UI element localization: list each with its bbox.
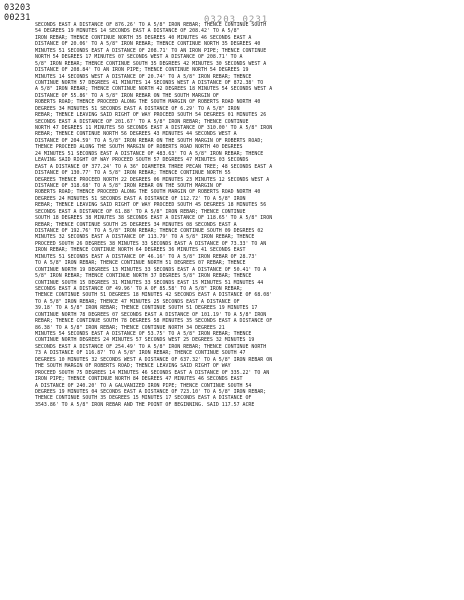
- text-line: TO A 5/8" IRON REBAR; THENCE 47 MINUTES 25 SECONDS EAST A DISTANCE OF: [35, 298, 240, 305]
- text-line: REBAR; THENCE CONTINUE NORTH 56 DEGREES 43 MINUTES 44 SECONDS WEST A: [35, 131, 237, 138]
- text-line: IRON REBAR; THENCE CONTINUE NORTH 35 DEGREES 40 MINUTES 46 SECONDS EAST A: [35, 34, 252, 41]
- text-line: THENCE CONTINUE SOUTH 35 DEGREES 15 MINUTES 17 SECONDS EAST A DISTANCE OF: [35, 395, 252, 402]
- text-line: SECONDS EAST A DISTANCE OF 61.88' TO A 5/8" IRON REBAR; THENCE CONTINUE: [35, 208, 246, 215]
- text-line: REBAR; THENCE CONTINUE SOUTH 25 DEGREES 34 MINUTES 08 SECONDS EAST A: [35, 221, 237, 228]
- text-line: CONTINUE NORTH 57 DEGREES 41 MINUTES 14 SECONDS WEST A DISTANCE OF 872.38' TO: [35, 79, 264, 86]
- text-line: CONTINUE NORTH DEGREES 24 MINUTES 57 SECONDS WEST 25 DEGREES 32 MINUTES 19: [35, 337, 255, 344]
- text-line: ROBERTS ROAD; THENCE PROCEED ALONG THE SOUTH MARGIN OF ROBERTS ROAD NORTH 40: [35, 99, 261, 106]
- text-line: PROCEED SOUTH 75 DEGREES 14 MINUTES 46 SECONDS EAST A DISTANCE OF 335.22' TO AN: [35, 369, 270, 376]
- text-line: 86.38' TO A 5/8" IRON REBAR; THENCE CONTINUE NORTH 34 DEGREES 21: [35, 324, 225, 331]
- text-line: DISTANCE OF 130.77' TO A 5/8" IRON REBAR; THENCE CONTINUE NORTH 55: [35, 170, 231, 177]
- legal-description-text: [35, 22, 455, 408]
- text-line: DEGREES THENCE PROCEED NORTH 22 DEGREES 06 MINUTES 23 MINUTES 12 SECONDS WEST A: [35, 176, 270, 183]
- page-stamp: 03203 0231: [204, 15, 269, 25]
- text-line: IRON REBAR; THENCE CONTINUE NORTH 64 DEGREES 36 MINUTES 41 SECONDS EAST: [35, 247, 246, 254]
- text-line: MINUTES 32 SECONDS EAST A DISTANCE OF 113.79' TO A 5/8" IRON REBAR; THENCE: [35, 234, 255, 241]
- text-line: 73 A DISTANCE OF 116.87' TO A 5/8" IRON REBAR; THENCE CONTINUE SOUTH 47: [35, 350, 246, 357]
- text-line: DEGREES 34 MINUTES 51 SECONDS EAST A DISTANCE OF 6.29' TO A 5/8" IRON: [35, 105, 240, 112]
- text-line: DISTANCE OF 204.59' TO A 5/8" IRON REBAR ON THE SOUTH MARGIN OF ROBERTS ROAD;: [35, 137, 264, 144]
- text-line: 54 DEGREES 19 MINUTES 14 SECONDS EAST A DISTANCE OF 208.42' TO A 5/8": [35, 28, 240, 35]
- text-line: TO A 5/8" IRON REBAR; THENCE CONTINUE NORTH 51 DEGREES 07 REBAR; THENCE: [35, 260, 246, 267]
- text-line: SECONDS EAST A DISTANCE OF 49.96' TO A OF 85.58' TO A 5/8" IRON REBAR;: [35, 285, 243, 292]
- text-line: THENCE PROCEED ALONG THE SOUTH MARGIN OF ROBERTS ROAD NORTH 40 DEGREES: [35, 144, 243, 151]
- text-line: NORTH 54 DEGREES 17 MINUTES 07 SECONDS WEST A DISTANCE OF 208.71' TO A: [35, 54, 243, 61]
- text-line: DEGREES 10 MINUTES 32 SECONDS WEST A DISTANCE OF 637.32' TO A 5/8" IRON REBAR ON: [35, 356, 273, 363]
- text-line: REBAR; THENCE LEAVING SAID RIGHT OF WAY PROCEED SOUTH 45 DEGREES 18 MINUTES 56: [35, 202, 267, 209]
- text-line: DISTANCE OF 208.84' TO AN IRON PIPE; THENCE CONTINUE NORTH 54 DEGREES 19: [35, 67, 249, 74]
- text-line: DISTANCE OF 192.76' TO A 5/8" IRON REBAR; THENCE CONTINUE SOUTH 09 DEGREES 02: [35, 228, 264, 234]
- text-line: REBAR; THENCE LEAVING SAID RIGHT OF WAY PROCEED SOUTH 54 DEGREES 01 MINUTES 26: [35, 112, 267, 119]
- text-line: A DISTANCE OF 240.20' TO A GALVANIZED IRON PIPE; THENCE CONTINUE SOUTH 54: [35, 382, 252, 389]
- text-line: ROBERTS ROAD; THENCE PROCEED ALONG THE SOUTH MARGIN OF ROBERTS ROAD NORTH 40: [35, 189, 261, 196]
- text-line: MINUTES 54 SECONDS EAST A DISTANCE OF 53.75' TO A 5/8" IRON REBAR; THENCE: [35, 331, 252, 337]
- text-line: SECONDS EAST A DISTANCE OF 254.49' TO A 5/8" IRON REBAR; THENCE CONTINUE NORTH: [35, 343, 267, 350]
- text-line: MINUTES 51 SECONDS EAST A DISTANCE OF 46.16' TO A 5/8" IRON REBAR OF 28.73': [35, 253, 258, 260]
- text-line: MINUTES 14 SECONDS WEST A DISTANCE OF 20.74' TO A 5/8" IRON REBAR; THENCE: [35, 73, 252, 80]
- document-number-top: 03203: [4, 3, 31, 13]
- text-line: A 5/8" IRON REBAR; THENCE CONTINUE NORTH 42 DEGREES 18 MINUTES 54 SECONDS WEST A: [35, 86, 273, 93]
- text-line: DISTANCE OF 55.86' TO A 5/8" IRON REBAR ON THE SOUTH MARGIN OF: [35, 92, 219, 99]
- text-line: SECONDS EAST A DISTANCE OF 201.67' TO A 5/8" IRON REBAR; THENCE CONTINUE: [35, 118, 249, 125]
- text-line: MINUTES 51 SECONDS EAST A DISTANCE OF 208.71' TO AN IRON PIPE; THENCE CONTINUE: [35, 47, 267, 54]
- text-line: CONTINUE NORTH 19 DEGREES 13 MINUTES 33 SECONDS EAST A DISTANCE OF 50.41' TO A: [35, 266, 267, 273]
- text-line: REBAR; THENCE CONTINUE SOUTH 78 DEGREES 58 MINUTES 35 SECONDS EAST A DISTANCE OF: [35, 318, 273, 325]
- text-line: 5/8" IRON REBAR; THENCE CONTINUE SOUTH 35 DEGREES 42 MINUTES 30 SECONDS WEST A: [35, 60, 267, 67]
- text-line: SOUTH 18 DEGREES 38 MINUTES 38 SECONDS EAST A DISTANCE OF 118.65' TO A 5/8" IRON: [35, 215, 273, 222]
- text-line: CONTINUE SOUTH 15 DEGREES 31 MINUTES 33 SECONDS EAST 15 MINUTES 51 MINUTES 44: [35, 279, 264, 286]
- text-line: 5/8" IRON REBAR; THENCE CONTINUE NORTH 37 DEGREES 5/8" IRON REBAR; THENCE: [35, 273, 252, 280]
- text-line: 3543.86' TO A 5/8" IRON REBAR AND THE POINT OF BEGINNING. SAID 117.57 ACRE: [35, 401, 255, 408]
- text-line: EAST A DISTANCE OF 377.24' TO A 36" DIAMETER THREE PECAN TREE; 48 SECONDS EAST A: [35, 163, 273, 170]
- text-line: THE SOUTH MARGIN OF ROBERTS ROAD; THENCE LEAVING SAID RIGHT OF WAY: [35, 363, 231, 370]
- text-line: DEGREES 19 MINUTES 04 SECONDS EAST A DISTANCE OF 723.10' TO A 5/8" IRON REBAR;: [35, 388, 267, 395]
- text-line: LEAVING SAID RIGHT OF WAY PROCEED SOUTH 57 DEGREES 47 MINUTES 03 SECONDS: [35, 157, 249, 164]
- text-line: DISTANCE OF 20.06' TO A 5/8" IRON REBAR; THENCE CONTINUE NORTH 35 DEGREES 40: [35, 41, 261, 48]
- text-line: DEGREES 24 MINUTES 51 SECONDS EAST A DISTANCE OF 112.72' TO A 5/8" IRON: [35, 195, 246, 202]
- text-line: CONTINUE NORTH 78 DEGREES 07 SECONDS EAST A DISTANCE OF 101.19' TO A 5/8" IRON: [35, 311, 267, 318]
- document-number-bottom: 00231: [4, 13, 31, 23]
- text-line: 24 MINUTES 51 SECONDS EAST A DISTANCE OF 483.63' TO A 5/8" IRON REBAR; THENCE: [35, 150, 264, 157]
- text-line: PROCEED SOUTH 26 DEGREES 38 MINUTES 33 SECONDS EAST A DISTANCE OF 73.33' TO AN: [35, 240, 267, 247]
- text-line: THENCE CONTINUE SOUTH 51 DEGREES 18 MINUTES 42 SECONDS EAST A DISTANCE OF 68.08': [35, 292, 273, 299]
- text-line: DISTANCE OF 318.68' TO A 5/8" IRON REBAR ON THE SOUTH MARGIN OF: [35, 182, 222, 189]
- text-line: IRON PIPE; THENCE CONTINUE NORTH 84 DEGREES 47 MINUTES 46 SECONDS EAST: [35, 376, 243, 383]
- text-line: 39.18' TO A 5/8" IRON REBAR; THENCE CONTINUE SOUTH 51 DEGREES 19 MINUTES 17: [35, 305, 258, 312]
- text-line: SECONDS EAST A DISTANCE OF 876.26' TO A 5/8" IRON REBAR; THENCE CONTINUE SOUTH: [35, 22, 267, 28]
- text-line: NORTH 47 DEGREES 11 MINUTES 50 SECONDS EAST A DISTANCE OF 310.00' TO A 5/8" IRON: [35, 125, 273, 131]
